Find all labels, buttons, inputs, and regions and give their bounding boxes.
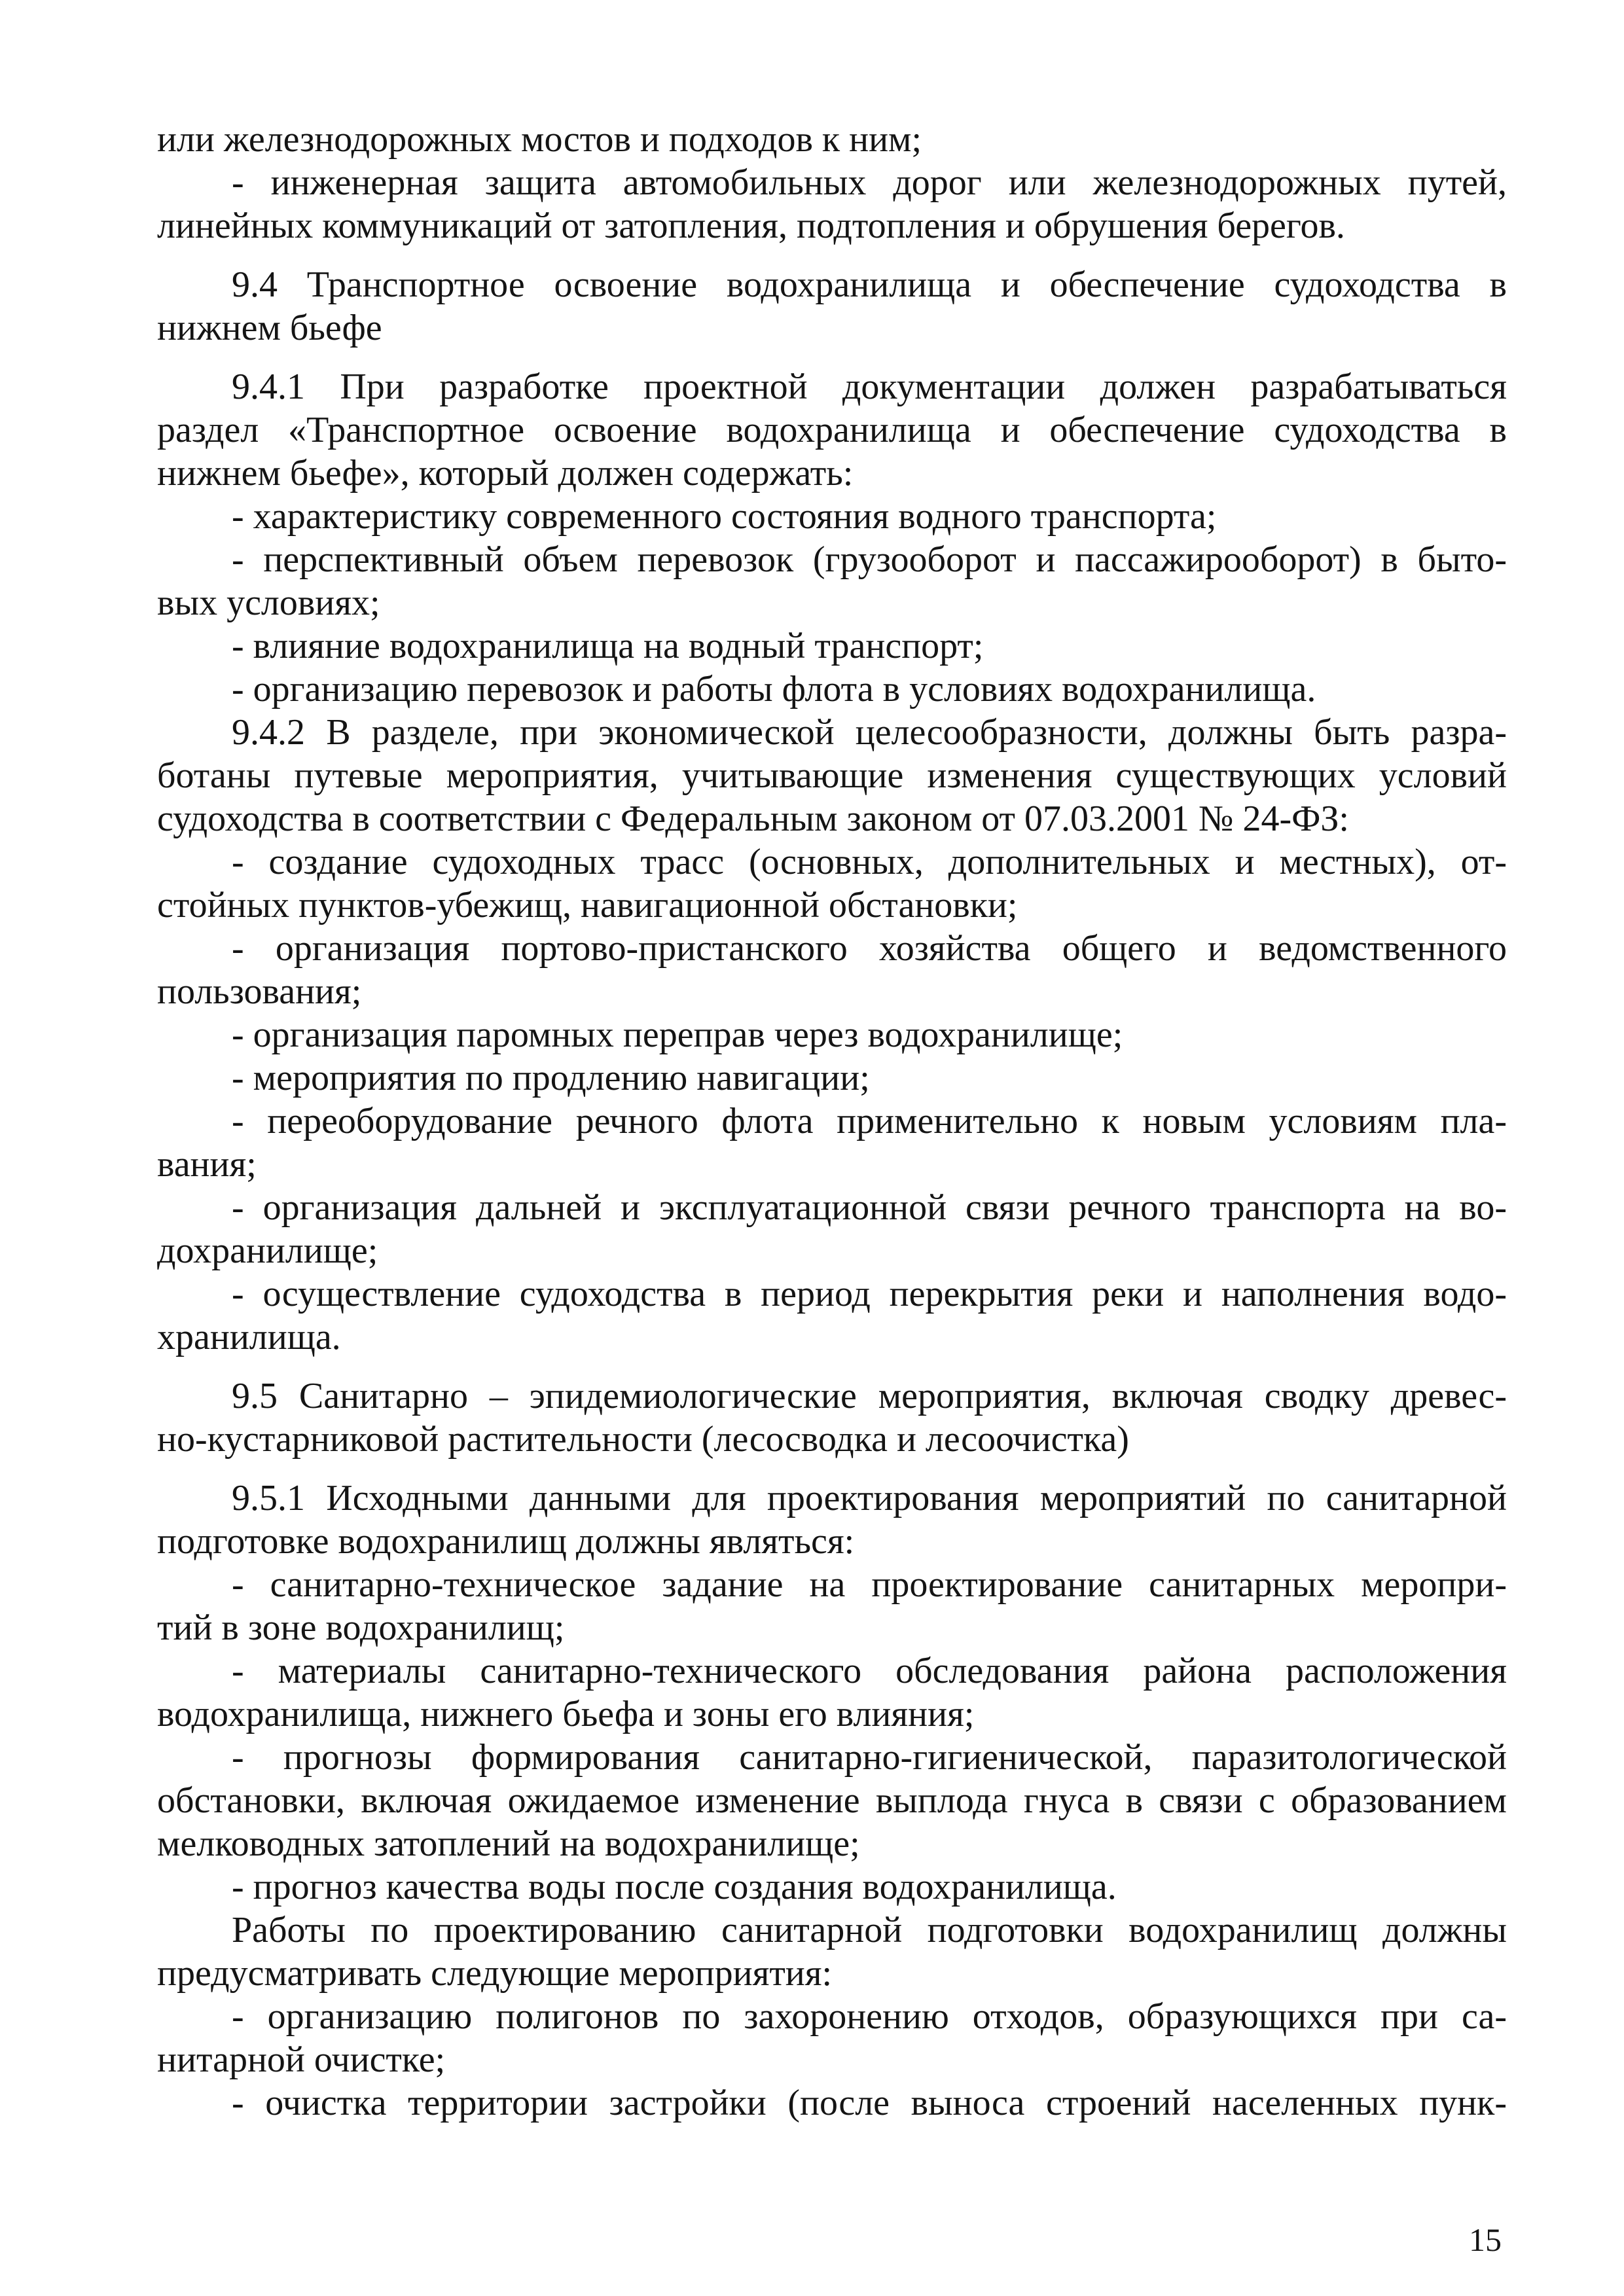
- section-heading-9-4-cont: нижнем бьефе: [157, 308, 382, 348]
- text-line: тий в зоне водохранилищ;: [157, 1607, 565, 1648]
- text-line: водохранилища, нижнего бьефа и зоны его влияния;: [157, 1694, 975, 1734]
- text-line: раздел «Транспортное освоение водохранилища и обеспечение судоходства в: [157, 410, 1507, 450]
- text-line: мелководных затоплений на водохранилище;: [157, 1823, 860, 1864]
- page-number: 15: [1469, 2221, 1502, 2258]
- paragraph: Работы по проектированию санитарной подготовки водохранилищ должны: [232, 1910, 1507, 1950]
- text-line: предусматривать следующие мероприятия:: [157, 1953, 833, 1994]
- text-line: стойных пунктов-убежищ, навигационной обстановки;: [157, 885, 1018, 925]
- text-line: подготовке водохранилищ должны являться:: [157, 1521, 855, 1562]
- section-heading-9-5-cont: но-кустарниковой растительности (лесосводка и лесоочистка): [157, 1419, 1129, 1460]
- paragraph-9-5-1: 9.5.1 Исходными данными для проектирования мероприятий по санитарной: [232, 1478, 1507, 1518]
- paragraph-9-4-2: 9.4.2 В разделе, при экономической целесообразности, должны быть разра-: [232, 712, 1507, 753]
- text-line: хранилища.: [157, 1317, 341, 1357]
- list-item: - мероприятия по продлению навигации;: [232, 1058, 870, 1098]
- section-heading-9-5: 9.5 Санитарно – эпидемиологические мероприятия, включая сводку древес-: [232, 1376, 1507, 1416]
- text-line: линейных коммуникаций от затопления, подтопления и обрушения берегов.: [157, 206, 1345, 246]
- list-item: - прогнозы формирования санитарно-гигиенической, паразитологической: [232, 1737, 1507, 1778]
- list-item: - организацию перевозок и работы флота в условиях водохранилища.: [232, 669, 1316, 709]
- section-heading-9-4: 9.4 Транспортное освоение водохранилища и обеспечение судоходства в: [232, 264, 1507, 305]
- list-item: - переоборудование речного флота применительно к новым условиям пла-: [232, 1101, 1507, 1141]
- list-item: - организация портово-пристанского хозяйства общего и ведомственного: [232, 928, 1507, 969]
- list-item: - материалы санитарно-технического обследования района расположения: [232, 1651, 1507, 1691]
- text-line: судоходства в соответствии с Федеральным законом от 07.03.2001 № 24-ФЗ:: [157, 798, 1349, 839]
- text-line: вания;: [157, 1144, 257, 1185]
- text-line: дохранилище;: [157, 1230, 378, 1271]
- list-item: - организация дальней и эксплуатационной связи речного транспорта на во-: [232, 1187, 1507, 1228]
- list-item: - прогноз качества воды после создания водохранилища.: [232, 1867, 1117, 1907]
- text-line: обстановки, включая ожидаемое изменение выплода гнуса в связи с образованием: [157, 1780, 1507, 1821]
- paragraph-9-4-1: 9.4.1 При разработке проектной документации должен разрабатываться: [232, 367, 1507, 407]
- list-item: - организация паромных переправ через водохранилище;: [232, 1014, 1123, 1055]
- list-item: - организацию полигонов по захоронению отходов, образующихся при са-: [232, 1996, 1507, 2037]
- text-line: или железнодорожных мостов и подходов к ним;: [157, 119, 922, 160]
- list-item: - инженерная защита автомобильных дорог или железнодорожных путей,: [232, 162, 1507, 203]
- list-item: - влияние водохранилища на водный транспорт;: [232, 626, 984, 666]
- text-line: вых условиях;: [157, 583, 380, 623]
- text-line: нижнем бьефе», который должен содержать:: [157, 453, 854, 493]
- text-line: ботаны путевые мероприятия, учитывающие изменения существующих условий: [157, 755, 1507, 796]
- list-item: - перспективный объем перевозок (грузооборот и пассажирооборот) в быто-: [232, 539, 1507, 580]
- text-line: нитарной очистке;: [157, 2039, 446, 2080]
- list-item: - очистка территории застройки (после выноса строений населенных пунк-: [232, 2083, 1507, 2123]
- list-item: - осуществление судоходства в период перекрытия реки и наполнения водо-: [232, 1274, 1507, 1314]
- list-item: - характеристику современного состояния водного транспорта;: [232, 496, 1217, 537]
- list-item: - санитарно-техническое задание на проектирование санитарных меропри-: [232, 1564, 1507, 1605]
- text-line: пользования;: [157, 971, 362, 1012]
- list-item: - создание судоходных трасс (основных, дополнительных и местных), от-: [232, 842, 1507, 882]
- document-page: [157, 118, 1507, 2125]
